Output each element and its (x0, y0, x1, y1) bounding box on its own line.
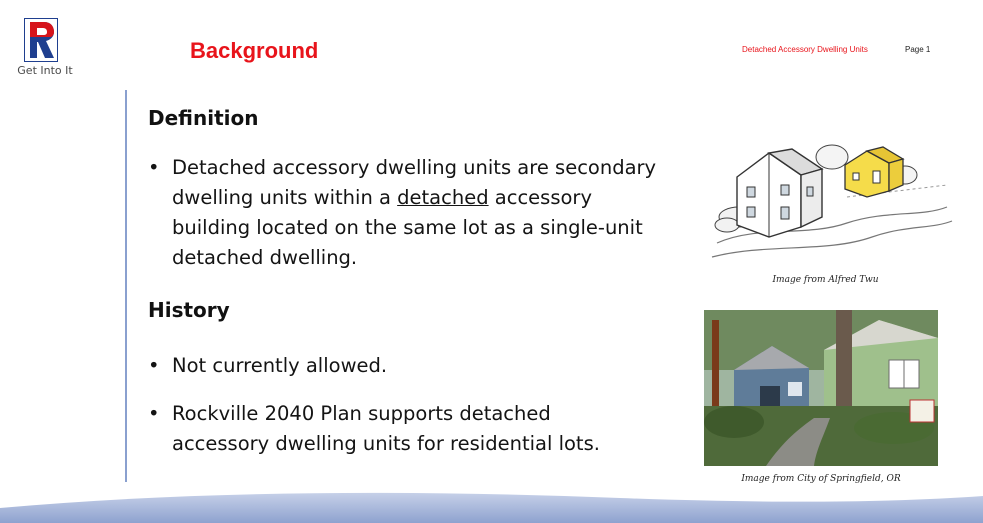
document-name: Detached Accessory Dwelling Units (742, 45, 868, 54)
definition-text (172, 153, 668, 273)
history-bullet-2 (148, 399, 648, 459)
bullet-marker: • (148, 156, 160, 179)
definition-bullet (148, 153, 668, 273)
bullet-marker: • (148, 354, 160, 377)
definition-heading: Definition (148, 106, 259, 130)
definition-text-part2: accessory building located on the same lot as a single-unit detached dwelling. (172, 186, 643, 269)
history-heading: History (148, 298, 230, 322)
history-bullet-text: Rockville 2040 Plan supports detached accessory dwelling units for residential lots. (172, 402, 600, 455)
definition-text-underlined: detached (397, 186, 489, 209)
illustration-caption: Image from Alfred Twu (772, 275, 879, 285)
bullet-marker: • (148, 402, 160, 425)
left-divider (125, 90, 127, 482)
logo (10, 18, 72, 88)
photo-caption: Image from City of Springfield, OR (741, 474, 901, 484)
page-number: Page 1 (905, 45, 931, 54)
adu-illustration-image (697, 125, 954, 270)
adu-photo-image (704, 310, 938, 466)
logo-caption: Get Into It (17, 64, 73, 77)
history-bullet-text: Not currently allowed. (172, 354, 388, 377)
rockville-logo-icon (24, 18, 58, 62)
page-title: Background (190, 38, 319, 63)
definition-text-part1: Detached accessory dwelling units are secondary dwelling units within a (172, 156, 657, 209)
history-bullet-1 (148, 351, 668, 381)
footer-wave-decoration (0, 488, 983, 523)
